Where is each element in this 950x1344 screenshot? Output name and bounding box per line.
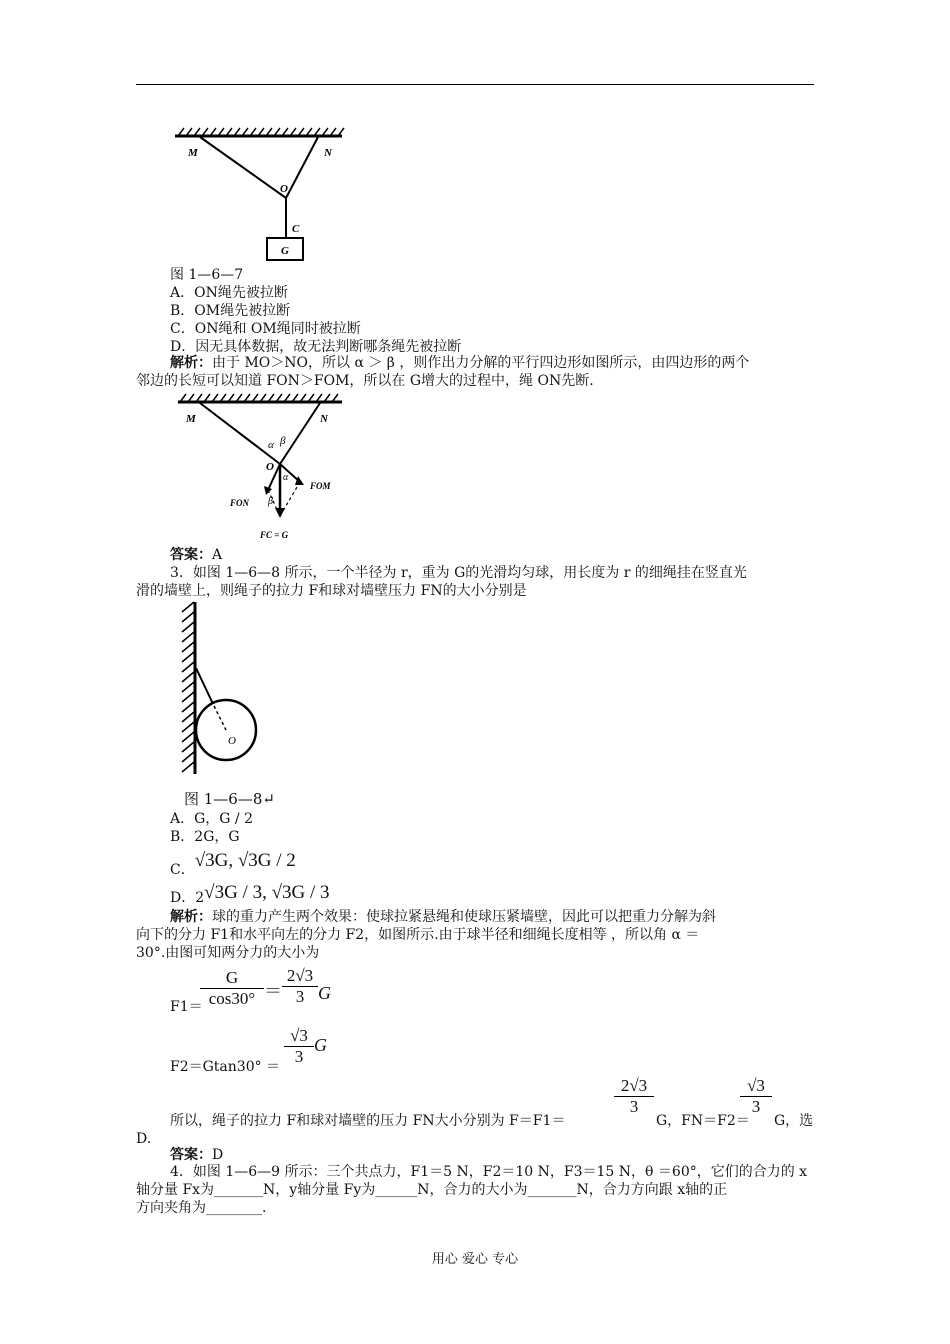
- q3-answer-label: 答案：: [170, 1147, 212, 1163]
- f1-fraction-right-num: 2√3: [282, 966, 318, 987]
- decomp-label-fc: FC = G: [260, 530, 289, 540]
- figure-1-6-7: [170, 128, 350, 262]
- q3-conclusion-text2: G，FN＝F2＝: [656, 1113, 750, 1129]
- q3-option-c-math: √3G, √3G / 2: [194, 850, 296, 871]
- fig7-label-o: O: [280, 183, 288, 195]
- q3-stem-line2: 滑的墙壁上，则绳子的拉力 F和球对墙壁压力 FN的大小分别是: [136, 583, 527, 599]
- f1-tail: G: [318, 983, 331, 1003]
- q3-conclusion-text1: 所以，绳子的拉力 F和球对墙壁的压力 FN大小分别为 F＝F1＝: [170, 1113, 566, 1129]
- decomp-label-n: N: [320, 413, 328, 425]
- q3-option-d-math: √3G / 3, √3G / 3: [204, 882, 330, 903]
- q3-option-a: A．G，G / 2: [170, 811, 254, 827]
- q2-option-b: B．OM绳先被拉断: [170, 303, 291, 319]
- fig7-label-g: G: [281, 245, 289, 257]
- q4-line1: 4．如图 1—6—9 所示：三个共点力，F1＝5 N，F2＝10 N，F3＝15 N，θ ＝60°，它们的合力的 x: [170, 1164, 808, 1180]
- q3-option-d: [170, 882, 330, 906]
- f1-fraction-left-num: G: [200, 968, 264, 989]
- decomp-label-beta-2: β: [268, 496, 273, 507]
- decomp-label-fon: FON: [230, 498, 250, 508]
- f1-equals: ＝: [264, 981, 282, 1001]
- q2-answer: [170, 546, 222, 564]
- q3-analysis-line2: 向下的分力 F1和水平向左的分力 F2，如图所示.由于球半径和细绳长度相等 ，所以角 α ＝: [136, 927, 700, 943]
- q2-analysis-line2: 邻边的长短可以知道 FON＞FOM，所以在 G增大的过程中，绳 ON先断.: [136, 373, 594, 389]
- q4-line3: 方向夹角为________.: [136, 1200, 267, 1216]
- q3-answer-value: D: [212, 1147, 224, 1163]
- decomp-label-m: M: [186, 413, 196, 425]
- q3-analysis-line3: 30°.由图可知两分力的大小为: [136, 945, 320, 961]
- figure-force-decomposition: [170, 394, 350, 544]
- q2-option-d: D．因无具体数据，故无法判断哪条绳先被拉断: [170, 339, 462, 355]
- conclusion-fraction-1-den: 3: [629, 1097, 639, 1116]
- q3-stem-line1: 3．如图 1—6—8 所示，一个半径为 r，重为 G的光滑均匀球，用长度为 r 的细绳挂在竖直光: [170, 565, 747, 581]
- q2-answer-value: A: [212, 547, 223, 563]
- figure-1-6-8: [178, 600, 262, 776]
- q3-conclusion-text3: G，选: [774, 1113, 814, 1129]
- q2-analysis-label: 解析：: [170, 355, 212, 371]
- q3-analysis-text1: 球的重力产生两个效果：使球拉紧悬绳和使球压紧墙壁，因此可以把重力分解为斜: [212, 909, 716, 925]
- q3-analysis-label: 解析：: [170, 909, 212, 925]
- decomp-label-alpha: α: [268, 439, 274, 451]
- q2-analysis-line1: [170, 354, 749, 372]
- q3-analysis-line1: [170, 908, 716, 926]
- f1-fraction-left: [200, 968, 264, 1009]
- q3-option-d-prefix: D．2: [170, 890, 205, 906]
- figure-1-6-7-caption: 图 1—6—7: [170, 267, 244, 283]
- conclusion-fraction-2-num: √3: [740, 1076, 772, 1097]
- f1-fraction-right-den: 3: [295, 987, 305, 1006]
- conclusion-fraction-2: [740, 1076, 772, 1117]
- f2-label: F2＝Gtan30° ＝: [170, 1059, 281, 1075]
- fig8-label-o: O: [228, 735, 236, 747]
- decomp-label-alpha-2: α: [283, 472, 289, 483]
- fig7-label-c: C: [292, 223, 300, 235]
- f1-fraction-right: [282, 966, 318, 1007]
- q3-option-c-prefix: C．: [170, 862, 195, 878]
- f2-fraction-den: 3: [294, 1047, 304, 1066]
- q3-option-c: [170, 850, 296, 878]
- f2-tail: G: [314, 1035, 327, 1055]
- f1-label: F1＝: [170, 999, 203, 1015]
- decomp-label-o: O: [266, 461, 274, 473]
- q2-option-c: C．ON绳和 OM绳同时被拉断: [170, 321, 361, 337]
- fig7-label-m: M: [188, 147, 198, 159]
- conclusion-fraction-2-den: 3: [751, 1097, 761, 1116]
- fig7-label-n: N: [324, 147, 332, 159]
- f2-fraction: [284, 1026, 314, 1067]
- f2-fraction-num: √3: [284, 1026, 314, 1047]
- q2-analysis-text1: 由于 MO＞NO，所以 α ＞ β ，则作出力分解的平行四边形如图所示，由四边形的两个: [212, 355, 750, 371]
- q3-answer: [170, 1146, 223, 1164]
- q3-conclusion-line2: D.: [136, 1131, 152, 1147]
- conclusion-fraction-1: [614, 1076, 654, 1117]
- q4-line2: 轴分量 Fx为_______N，y轴分量 Fy为______N，合力的大小为_______N，合力方向跟 x轴的正: [136, 1182, 728, 1198]
- decomp-label-beta: β: [280, 435, 286, 447]
- f1-fraction-left-den: cos30°: [208, 989, 256, 1008]
- page-footer: 用心 爱心 专心: [431, 1252, 519, 1267]
- q2-option-a: A．ON绳先被拉断: [170, 285, 288, 301]
- figure-1-6-8-caption: 图 1—6—8↵: [184, 790, 275, 808]
- q3-option-b: B．2G，G: [170, 829, 240, 845]
- header-rule: [136, 84, 814, 85]
- conclusion-fraction-1-num: 2√3: [614, 1076, 654, 1097]
- decomp-label-fom: FOM: [310, 481, 331, 491]
- q2-answer-label: 答案：: [170, 547, 212, 563]
